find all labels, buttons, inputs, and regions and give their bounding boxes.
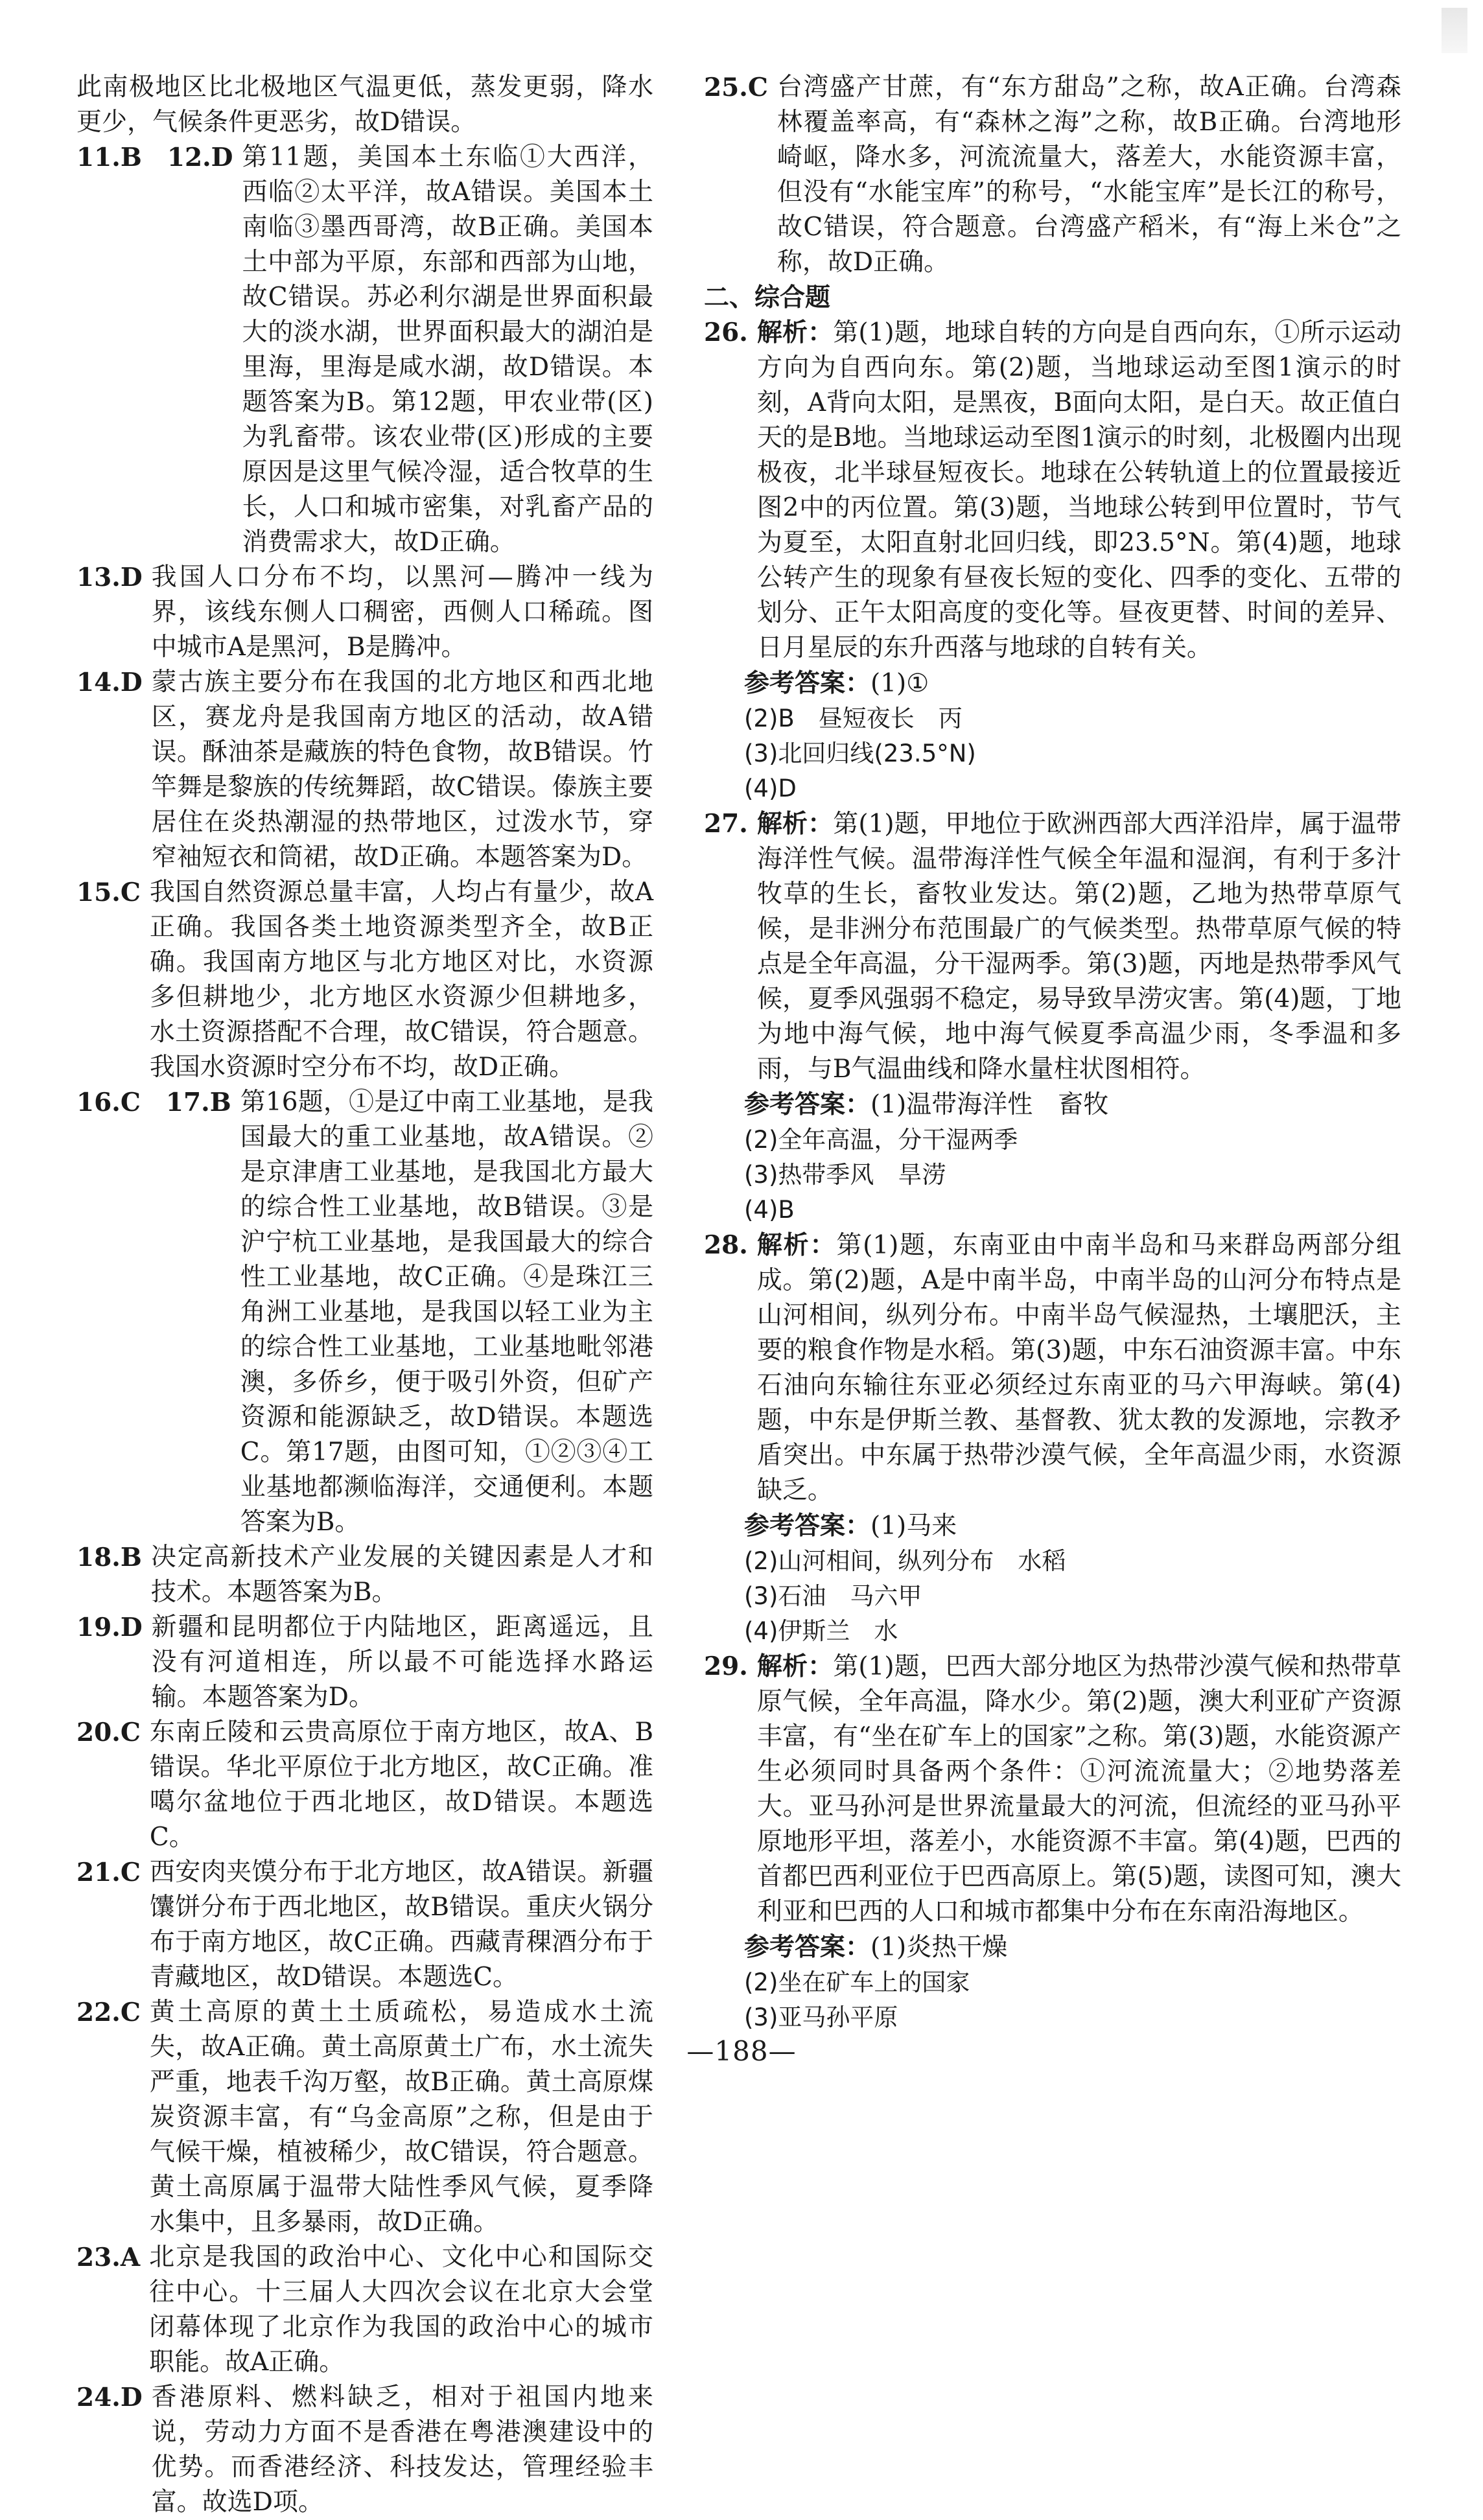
question-26-analysis (704, 315, 1401, 666)
entry-number: 18.B (76, 1543, 142, 1572)
analysis-label: 解析： (756, 1651, 834, 1681)
answer-heading (704, 1087, 1401, 1123)
entry-text: 北京是我国的政治中心、文化中心和国际交往中心。十三届人大四次会议在北京大会堂闭幕体现了北京作为我国的政治中心的城市职能。故A正确。 (149, 2243, 653, 2377)
entry-number: 20.C (76, 1718, 141, 1747)
answer-entry-21 (76, 1855, 653, 1995)
analysis-label: 解析： (756, 809, 834, 839)
answer-line: (3)热带季风 旱涝 (744, 1161, 946, 1189)
answer-line: (1)马来 (870, 1511, 957, 1541)
analysis-text: 第(1)题，甲地位于欧洲西部大西洋沿岸，属于温带海洋性气候。温带海洋性气候全年温和湿润，有利于多汁牧草的生长，畜牧业发达。第(2)题，乙地为热带草原气候，是非洲分布范围最广的气候类型。热带草原气候的特点是全年高温，分干湿两季。第(3)题，丙地是热带季风气候，夏季风强弱不稳定，易导致旱涝灾害。第(4)题，丁地为地中海气候，地中海气候夏季高温少雨，冬季温和多雨，与B气温曲线和降水量柱状图相符。 (756, 810, 1401, 1084)
analysis-label: 解析： (756, 318, 834, 347)
answer-line: (3)北回归线(23.5°N) (744, 740, 976, 767)
answer-entry-19 (76, 1610, 653, 1715)
section-title: 二、综合题 (704, 283, 831, 312)
entry-number: 19.D (76, 1613, 143, 1642)
answer-label: 参考答案： (744, 668, 871, 698)
question-number: 29. (704, 1651, 748, 1681)
question-27-analysis (704, 806, 1401, 1087)
entry-number: 24.D (76, 2383, 143, 2412)
answer-entry-14 (76, 665, 653, 875)
scan-edge-mark (1442, 8, 1467, 53)
answer-line: (2)B 昼短夜长 丙 (744, 705, 963, 732)
entry-text: 黄土高原的黄土土质疏松，易造成水土流失，故A正确。黄土高原黄土广布，水土流失严重，地表千沟万壑，故B正确。黄土高原煤炭资源丰富，有“乌金高原”之称，但是由于气候干燥，植被稀少，故C错误，符合题意。黄土高原属于温带大陆性季风气候，夏季降水集中，且多暴雨，故D正确。 (149, 1998, 653, 2237)
entry-text: 香港原料、燃料缺乏，相对于祖国内地来说，劳动力方面不是香港在粤港澳建设中的优势。而香港经济、科技发达，管理经验丰富。故选D项。 (151, 2383, 653, 2517)
entry-number: 16.C 17.B (76, 1088, 231, 1117)
answer-line: (1)① (870, 669, 929, 698)
entry-number: 22.C (76, 1998, 141, 2027)
question-number: 27. (704, 809, 748, 839)
entry-text: 第11题，美国本土东临①大西洋，西临②太平洋，故A错误。美国本土南临③墨西哥湾，故B正确。美国本土中部为平原，东部和西部为山地，故C错误。苏必利尔湖是世界面积最大的淡水湖，世界面积最大的湖泊是里海，里海是咸水湖，故D错误。本题答案为B。第12题，甲农业带(区)为乳畜带。该农业带(区)形成的主要原因是这里气候冷湿，适合牧草的生长，人口和城市密集，对乳畜产品的消费需求大，故D正确。 (242, 143, 653, 557)
left-column (76, 70, 653, 2520)
answer-heading (704, 666, 1401, 701)
entry-number: 21.C (76, 1858, 141, 1887)
entry-number: 25.C (704, 73, 768, 102)
entry-text: 西安肉夹馍分布于北方地区，故A错误。新疆馕饼分布于西北地区，故B错误。重庆火锅分布于南方地区，故C正确。西藏青稞酒分布于青藏地区，故D错误。本题选C。 (149, 1858, 653, 1992)
entry-number: 11.B 12.D (76, 143, 233, 172)
answer-line: (4)B (744, 1196, 795, 1224)
answer-line: (1)温带海洋性 畜牧 (870, 1090, 1109, 1119)
answer-line: (2)山河相间，纵列分布 水稻 (744, 1547, 1066, 1575)
answer-line: (1)炎热干燥 (870, 1933, 1008, 1962)
answer-line: (3)亚马孙平原 (744, 2003, 898, 2031)
answer-heading (704, 1930, 1401, 1965)
answer-entry-18 (76, 1540, 653, 1610)
question-number: 26. (704, 318, 748, 347)
page-number: —188— (686, 2035, 797, 2067)
entry-text: 蒙古族主要分布在我国的北方地区和西北地区，赛龙舟是我国南方地区的活动，故A错误。酥油茶是藏族的特色食物，故B错误。竹竿舞是黎族的传统舞蹈，故C错误。傣族主要居住在炎热潮湿的热带地区，过泼水节，穿窄袖短衣和筒裙，故D正确。本题答案为D。 (151, 668, 653, 872)
entry-text: 我国自然资源总量丰富，人均占有量少，故A正确。我国各类土地资源类型齐全，故B正确。我国南方地区与北方地区对比，水资源多但耕地少，北方地区水资源少但耕地多，水土资源搭配不合理，故C错误，符合题意。我国水资源时空分布不均，故D正确。 (149, 878, 653, 1082)
answer-entry-25 (704, 70, 1401, 280)
entry-text: 新疆和昆明都位于内陆地区，距离遥远，且没有河道相连，所以最不可能选择水路运输。本题答案为D。 (151, 1613, 653, 1712)
analysis-text: 第(1)题，地球自转的方向是自西向东，①所示运动方向为自西向东。第(2)题，当地球运动至图1演示的时刻，A背向太阳，是黑夜，B面向太阳，是白天。故正值白天的是B地。当地球运动至图1演示的时刻，北极圈内出现极夜，北半球昼短夜长。地球在公转轨道上的位置最接近图2中的丙位置。第(3)题，当地球公转到甲位置时，节气为夏至，太阳直射北回归线，即23.5°N。第(4)题，地球公转产生的现象有昼夜长短的变化、四季的变化、五带的划分、正午太阳高度的变化等。昼夜更替、时间的差异、日月星辰的东升西落与地球的自转有关。 (756, 318, 1401, 662)
answer-line: (4)伊斯兰 水 (744, 1617, 898, 1645)
entry-text: 第16题，①是辽中南工业基地，是我国最大的重工业基地，故A错误。②是京津唐工业基地，是我国北方最大的综合性工业基地，故B错误。③是沪宁杭工业基地，是我国最大的综合性工业基地，故C正确。④是珠江三角洲工业基地，是我国以轻工业为主的综合性工业基地，工业基地毗邻港澳，多侨乡，便于吸引外资，但矿产资源和能源缺乏，故D错误。本题选C。第17题，由图可知，①②③④工业基地都濒临海洋，交通便利。本题答案为B。 (240, 1088, 653, 1537)
entry-text: 台湾盛产甘蔗，有“东方甜岛”之称，故A正确。台湾森林覆盖率高，有“森林之海”之称，故B正确。台湾地形崎岖，降水多，河流流量大，落差大，水能资源丰富，但没有“水能宝库”的称号，“水能宝库”是长江的称号，故C错误，符合题意。台湾盛产稻米，有“海上米仓”之称，故D正确。 (777, 73, 1401, 277)
entry-number: 15.C (76, 878, 141, 907)
question-29-analysis (704, 1649, 1401, 1930)
answer-entry-20 (76, 1715, 653, 1855)
answer-entry-24 (76, 2380, 653, 2520)
answer-line: (2)全年高温，分干湿两季 (744, 1126, 1018, 1154)
entry-text: 东南丘陵和云贵高原位于南方地区，故A、B错误。华北平原位于北方地区，故C正确。准噶尔盆地位于西北地区，故D错误。本题选C。 (149, 1718, 653, 1852)
entry-number: 23.A (76, 2243, 141, 2272)
intro-text: 此南极地区比北极地区气温更低，蒸发更弱，降水更少，气候条件更恶劣，故D错误。 (76, 73, 653, 137)
question-number: 28. (704, 1230, 748, 1260)
right-column (704, 70, 1401, 2035)
entry-text: 决定高新技术产业发展的关键因素是人才和技术。本题答案为B。 (150, 1543, 653, 1607)
answer-line: (3)石油 马六甲 (744, 1582, 922, 1610)
answer-entry-16-17 (76, 1085, 653, 1540)
answer-entry-13 (76, 560, 653, 665)
answer-label: 参考答案： (744, 1090, 871, 1119)
answer-entry-23 (76, 2240, 653, 2380)
question-28-analysis (704, 1228, 1401, 1508)
entry-number: 13.D (76, 563, 143, 592)
analysis-label: 解析： (756, 1230, 837, 1260)
answer-entry-11-12 (76, 140, 653, 560)
answer-line: (2)坐在矿车上的国家 (744, 1968, 970, 1996)
analysis-text: 第(1)题，巴西大部分地区为热带沙漠气候和热带草原气候，全年高温，降水少。第(2)题，澳大利亚矿产资源丰富，有“坐在矿车上的国家”之称。第(3)题，水能资源产生必须同时具备两个条件：①河流流量大；②地势落差大。亚马孙河是世界流量最大的河流，但流经的亚马孙平原地形平坦，落差小，水能资源不丰富。第(4)题，巴西的首都巴西利亚位于巴西高原上。第(5)题，读图可知，澳大利亚和巴西的人口和城市都集中分布在东南沿海地区。 (756, 1652, 1401, 1926)
answer-label: 参考答案： (744, 1932, 871, 1962)
answer-label: 参考答案： (744, 1511, 871, 1541)
answer-line: (4)D (744, 775, 797, 802)
entry-number: 14.D (76, 668, 143, 697)
analysis-text: 第(1)题，东南亚由中南半岛和马来群岛两部分组成。第(2)题，A是中南半岛，中南半岛的山河分布特点是山河相间，纵列分布。中南半岛气候湿热，土壤肥沃，主要的粮食作物是水稻。第(3)题，中东石油资源丰富。中东石油向东输往东亚必须经过东南亚的马六甲海峡。第(4)题，中东是伊斯兰教、基督教、犹太教的发源地，宗教矛盾突出。中东属于热带沙漠气候，全年高温少雨，水资源缺乏。 (756, 1231, 1401, 1505)
answer-heading (704, 1508, 1401, 1544)
entry-text: 我国人口分布不均，以黑河—腾冲一线为界，该线东侧人口稠密，西侧人口稀疏。图中城市A是黑河，B是腾冲。 (151, 563, 653, 662)
answer-entry-22 (76, 1995, 653, 2240)
answer-entry-15 (76, 875, 653, 1085)
